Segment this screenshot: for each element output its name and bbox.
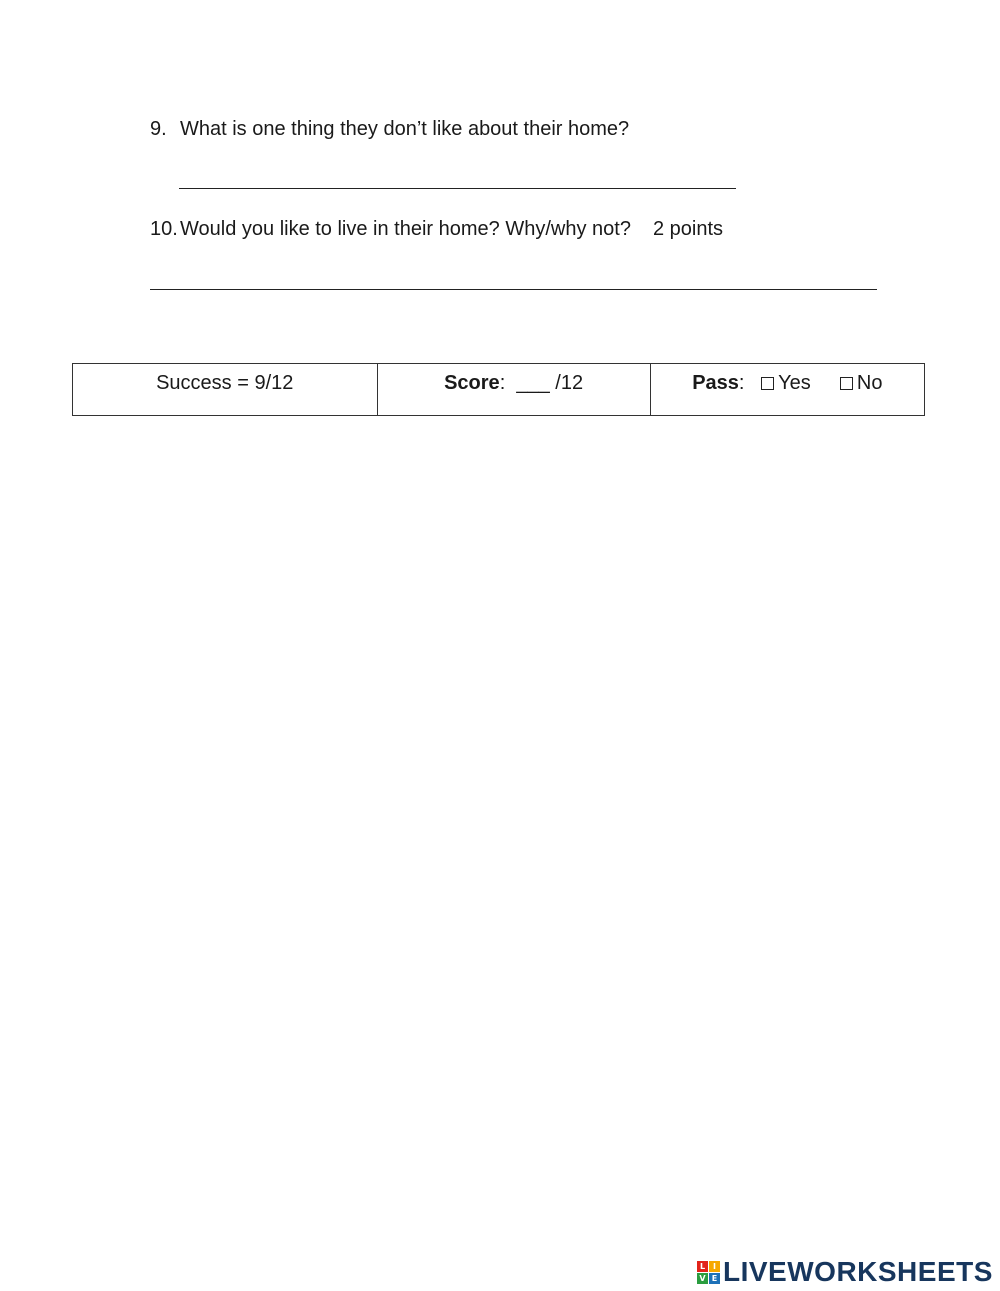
logo-letter: I [709,1261,720,1272]
question-number: 10. [150,218,178,240]
score-blank: : ___ /12 [499,372,584,394]
logo-letter: L [697,1261,708,1272]
pass-label: Pass [692,372,739,394]
no-label: No [856,372,883,394]
logo-text: LIVEWORKSHEETS [723,1256,993,1287]
pass-separator: : [738,372,756,394]
pass-cell [650,364,924,416]
yes-label: Yes [778,372,811,394]
question-9 [150,117,629,141]
liveworksheets-logo [697,1256,993,1288]
points-label: 2 points [652,218,724,240]
question-text: What is one thing they don’t like about their home? [180,118,630,140]
logo-mark [697,1261,720,1284]
logo-letter: V [697,1273,708,1284]
yes-checkbox[interactable] [761,377,774,390]
success-cell [73,364,378,416]
question-10 [150,217,723,241]
success-text: Success = 9/12 [156,372,294,394]
score-cell [377,364,650,416]
answer-line-9[interactable] [179,188,736,189]
answer-line-10[interactable] [150,289,877,290]
score-label: Score [444,372,500,394]
question-number: 9. [150,118,167,140]
logo-letter: E [709,1273,720,1284]
score-table [72,363,925,416]
question-text: Would you like to live in their home? Why/why not? [180,218,631,240]
no-checkbox[interactable] [840,377,853,390]
